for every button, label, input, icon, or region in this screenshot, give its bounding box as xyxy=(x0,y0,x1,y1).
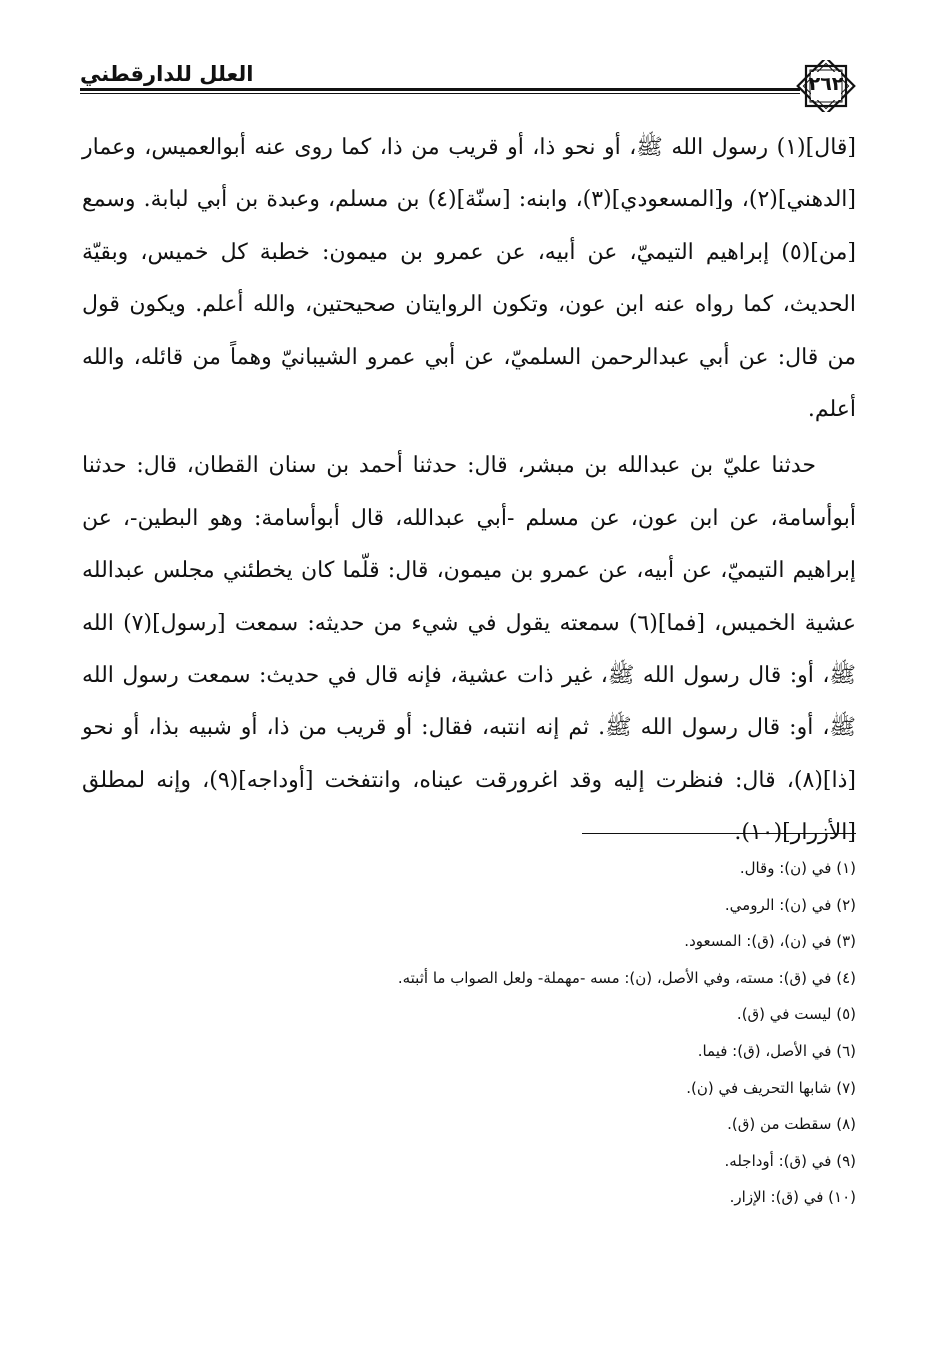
paragraph-2: حدثنا عليّ بن عبدالله بن مبشر، قال: حدثنا أحمد بن سنان القطان، قال: حدثنا أبوأسامة، عن ابن عون، عن مسلم -أبي عبدالله، قال أبوأسامة: وهو البطين-، عن إبراهيم التيميّ، عن أبيه، عن عمرو بن ميمون، قال: قلّما كان يخطئني مجلس عبدالله عشية الخميس، [فما](٦) سمعته يقول في شيء من حديثه: سمعت [رسول](٧) الله ﷺ، أو: قال رسول الله ﷺ، غير ذات عشية، فإنه قال في حديث: سمعت رسول الله ﷺ، أو: قال رسول الله ﷺ. ثم إنه انتبه، فقال: أو قريب من ذا، أو شبيه بذا، أو نحو [ذا](٨)، قال: فنظرت إليه وقد اغرورقت عيناه، وانتفخت [أوداجه](٩)، وإنه لمطلق [الأزرار](١٠). xyxy=(82,453,856,846)
footnote-item: (٨) سقطت من (ق). xyxy=(727,1115,856,1134)
footnotes xyxy=(82,850,856,1216)
main-text xyxy=(82,122,856,860)
header-rule xyxy=(80,88,800,91)
page-number: ٢٦٢ xyxy=(808,73,844,95)
header-rule-thin xyxy=(80,93,800,94)
footnote-item: (٥) ليست في (ق). xyxy=(736,1005,856,1024)
running-header xyxy=(80,48,858,108)
footnote-item: (٩) في (ق): أوداجله. xyxy=(724,1151,856,1170)
footnote-item: (٦) في الأصل، (ق): فيما. xyxy=(697,1041,856,1060)
footnote-separator xyxy=(582,833,856,834)
paragraph-1: [قال](١) رسول الله ﷺ، أو نحو ذا، أو قريب من ذا، كما روى عنه أبوالعميس، وعمار [الدهني](٢)، و[المسعودي](٣)، وابنه: [سنّة](٤) بن مسلم، وعبدة بن أبي لبابة. وسمع [من](٥) إبراهيم التيميّ، عن أبيه، عن عمرو بن ميمون: خطبة كل خميس، وبقيّة الحديث، كما رواه عنه ابن عون، وتكون الروايتان صحيحتين، والله أعلم. ويكون قول من قال: عن أبي عبدالرحمن السلميّ، عن أبي عمرو الشيبانيّ وهماً من قائله، والله أعلم. xyxy=(82,135,856,423)
footnote-item: (١٠) في (ق): الإزار. xyxy=(729,1188,856,1207)
footnote-item: (٣) في (ن)، (ق): المسعود. xyxy=(684,932,856,951)
footnote-item: (٧) شابها التحريف في (ن). xyxy=(686,1078,856,1097)
page-number-badge xyxy=(794,60,858,112)
footnote-item: (١) في (ن): وقال. xyxy=(739,859,856,877)
footnote-item: (٢) في (ن): الرومي. xyxy=(724,895,856,914)
book-title: العلل للدارقطني xyxy=(80,62,254,86)
footnote-item: (٤) في (ق): مسته، وفي الأصل، (ن): مسه -مهملة- ولعل الصواب ما أثبته. xyxy=(397,968,856,987)
